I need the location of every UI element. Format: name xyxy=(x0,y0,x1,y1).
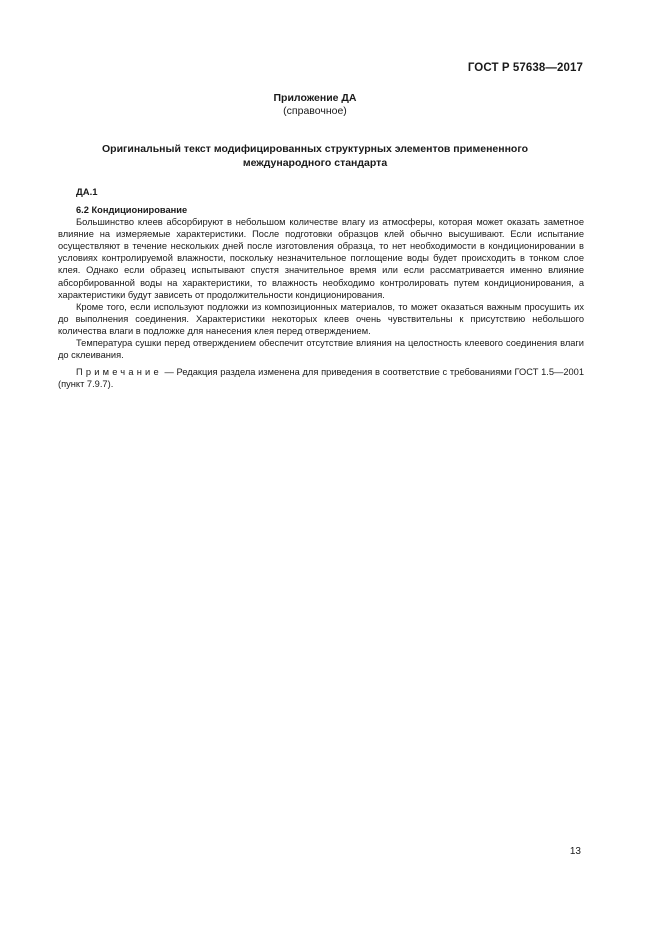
note-text: — Редакция раздела изменена для приведения в соответствие с требованиями ГОСТ 1.5—2001 (пункт 7.9.7). xyxy=(58,367,584,390)
main-title-line-1: Оригинальный текст модифицированных структурных элементов примененного xyxy=(101,143,528,155)
note xyxy=(58,366,584,390)
appendix-title: Приложение ДА xyxy=(273,92,357,104)
paragraph: Большинство клеев абсорбируют в небольшом количестве влагу из атмосферы, которая может оказать заметное влияние на измеряемые характеристики. После подготовки образцов клей обычно высушивают. Если испытание осуществляют в течение нескольких дней после изготовления образца, то нет необходимости в кондиционировании в условиях контролируемой влажности, поскольку незначительное поглощение воды будет происходить в тонком слое клея. Однако если образец испытывают спустя значительное время или если рассматривается именно влияние абсорбированной воды на характеристики, то влажность необходимо контролировать путем кондиционирования, а характеристики будут зависеть от продолжительности кондиционирования. xyxy=(58,217,584,300)
note-label: Примечание xyxy=(76,367,162,378)
document-code: ГОСТ Р 57638—2017 xyxy=(467,62,583,74)
paragraph: Кроме того, если используют подложки из композиционных материалов, то может оказаться важным просушить их до выполнения соединения. Характеристики некоторых клеев очень чувствительны к присутствию небольшого количества влаги в подложке для нанесения клея перед отверждением. xyxy=(58,301,584,336)
paragraph: Температура сушки перед отверждением обеспечит отсутствие влияния на целостность клеевого соединения влаги до склеивания. xyxy=(58,338,584,361)
section-label: ДА.1 xyxy=(76,187,98,198)
page-number: 13 xyxy=(569,846,581,857)
appendix-heading xyxy=(0,92,630,118)
section-subheading: 6.2 Кондиционирование xyxy=(76,205,188,215)
main-title xyxy=(70,142,560,170)
appendix-subtitle: (справочное) xyxy=(283,105,347,117)
main-title-line-2: международного стандарта xyxy=(242,157,388,169)
section-body xyxy=(58,204,584,390)
